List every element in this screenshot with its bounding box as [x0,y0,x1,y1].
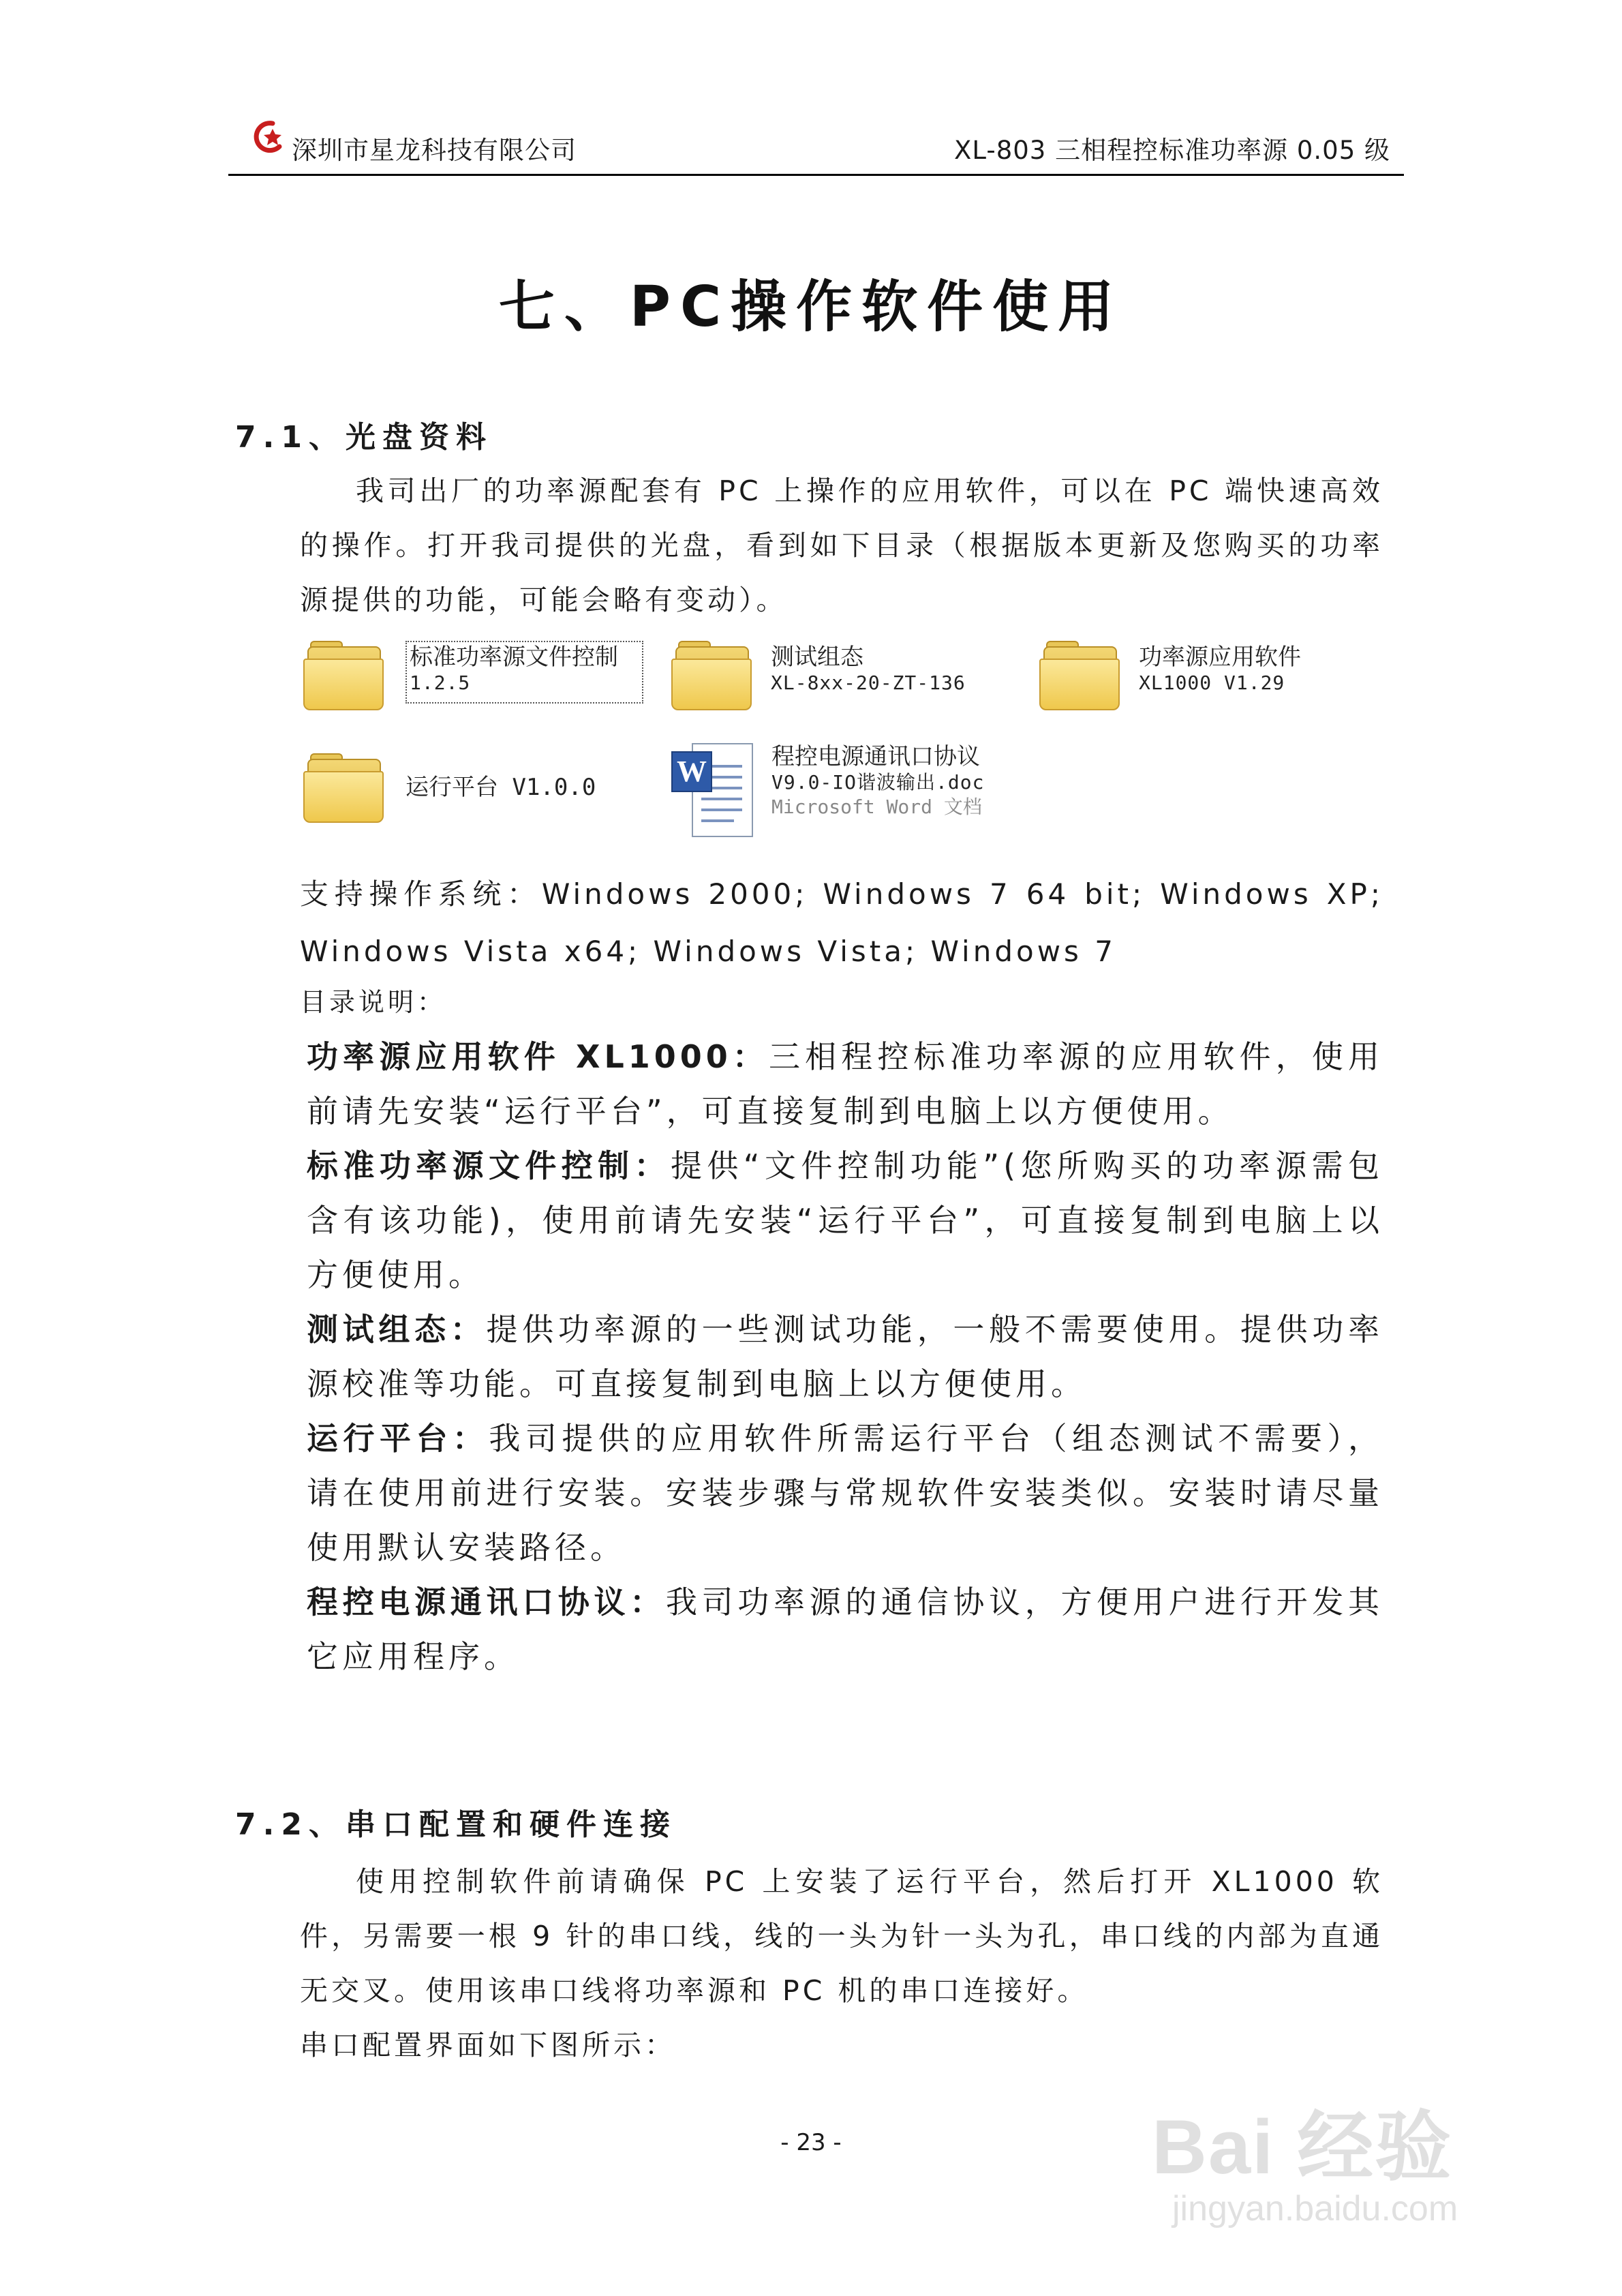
explanation-item: 程控电源通讯口协议：我司功率源的通信协议，方便用户进行开发其它应用程序。 [307,1584,1384,1675]
folder-icon [303,641,384,709]
explanation-item: 功率源应用软件 XL1000：三相程控标准功率源的应用软件，使用前请先安装“运行平台”，可直接复制到电脑上以方便使用。 [307,1038,1383,1130]
header-company: 深圳市星龙科技有限公司 [292,136,577,165]
os-support: 支持操作系统：Windows 2000; Windows 7 64 bit; Windows XP; Windows Vista x64; Windows Vista; Windows 7 [300,877,1383,968]
explanation-list [307,1029,1383,1684]
explanation-item: 测试组态：提供功率源的一些测试功能，一般不需要使用。提供功率源校准等功能。可直接复制到电脑上以方便使用。 [307,1311,1384,1402]
explanation-item: 标准功率源文件控制：提供“文件控制功能”(您所购买的功率源需包含有该功能)，使用前请先安装“运行平台”，可直接复制到电脑上以方便使用。 [307,1147,1384,1293]
section2-paragraph: 使用控制软件前请确保 PC 上安装了运行平台，然后打开 XL1000 软件，另需要一根 9 针的串口线，线的一头为针一头为孔，串口线的内部为直通无交叉。使用该串口线将功率源和 PC 机的串口连接好。 [300,1865,1383,2007]
watermark [1152,2086,1533,2243]
directory-label: 目录说明： [300,987,447,1017]
header-rule [228,174,1404,176]
company-logo-icon [252,119,285,155]
folder-icon [671,641,752,709]
folder-icon [303,753,384,821]
section2-note: 串口配置界面如下图所示： [300,2029,676,2061]
section1-intro: 我司出厂的功率源配套有 PC 上操作的应用软件，可以在 PC 端快速高效的操作。打开我司提供的光盘，看到如下目录（根据版本更新及您购买的功率源提供的功能，可能会略有变动）。 [300,474,1383,616]
section-heading-7-1: 7.1、光盘资料 [235,420,493,455]
explanation-item: 运行平台：我司提供的应用软件所需运行平台（组态测试不需要），请在使用前进行安装。安装步骤与常规软件安装类似。安装时请尽量使用默认安装路径。 [307,1420,1384,1566]
chapter-title: 七、PC操作软件使用 [498,275,1124,339]
watermark-brand: Bai 经验 [1152,2104,1453,2190]
page-number: - 23 - [780,2129,842,2156]
watermark-url: jingyan.baidu.com [1172,2189,1458,2229]
section-heading-7-2: 7.2、串口配置和硬件连接 [235,1807,677,1842]
word-document-icon: W [671,738,753,840]
folder-icon [1039,641,1120,709]
header-product: XL-803 三相程控标准功率源 0.05 级 [954,136,1390,165]
